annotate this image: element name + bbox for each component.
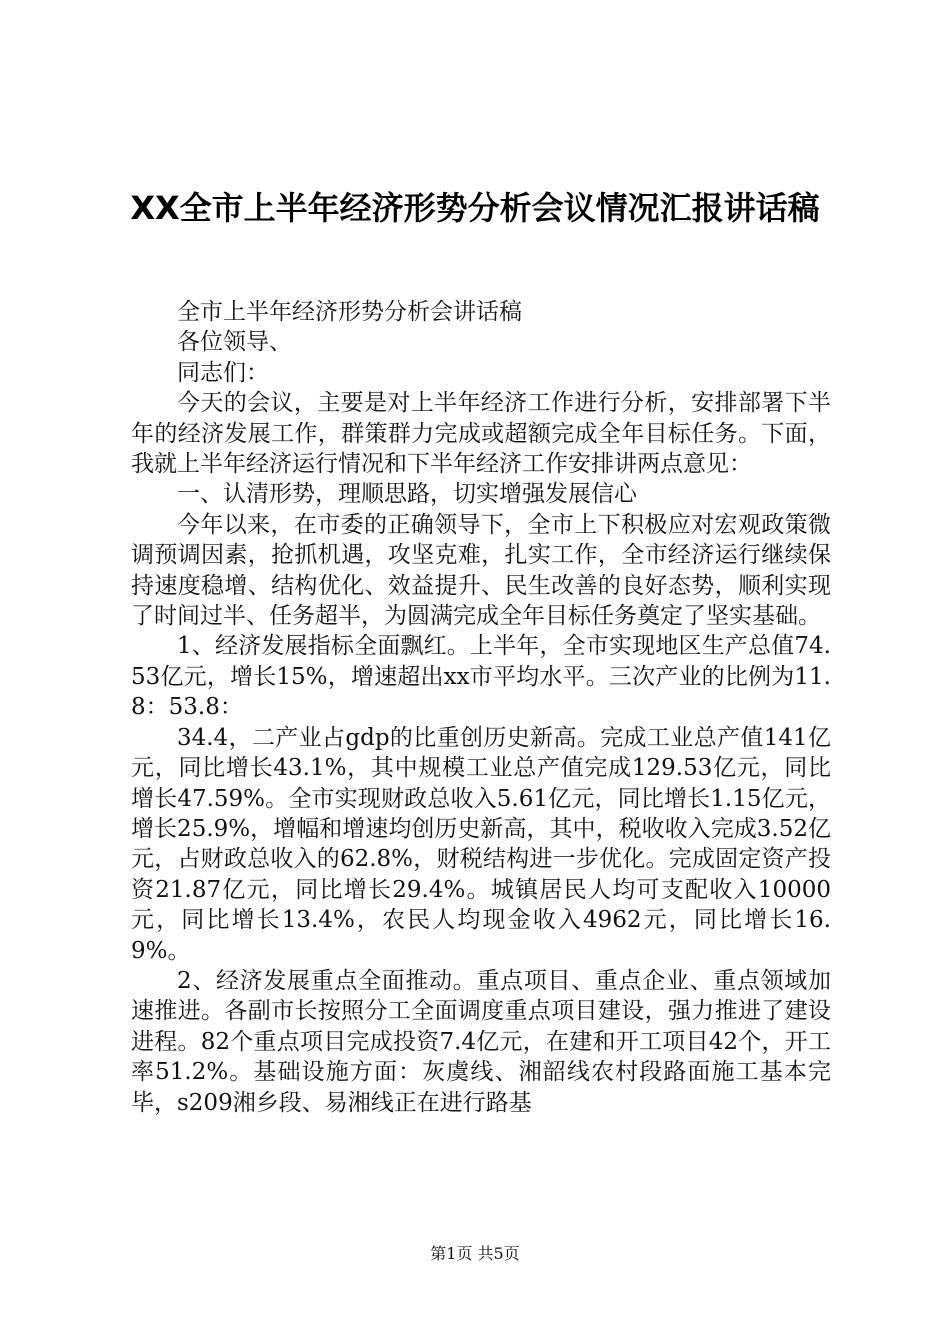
document-title: XX全市上半年经济形势分析会议情况汇报讲话稿	[130, 189, 820, 227]
point-2-paragraph: 2、经济发展重点全面推动。重点项目、重点企业、重点领域加速推进。各副市长按照分工全面调度重点项目建设，强力推进了建设进程。82个重点项目完成投资7.4亿元，在建和开工项目42个，开工率51.2%。基础设施方面：灰虞线、湘韶线农村段路面施工基本完毕，s209湘乡段、易湘线正在进行路基	[131, 967, 831, 1116]
statistics-paragraph: 34.4，二产业占gdp的比重创历史新高。完成工业总产值141亿元，同比增长43.1%，其中规模工业总产值完成129.53亿元，同比增长47.59%。全市实现财政总收入5.61亿元，同比增长1.15亿元，增长25.9%，增幅和增速均创历史新高，其中，税收收入完成3.52亿元，占财政总收入的62.8%，财税结构进一步优化。完成固定资产投资21.87亿元，同比增长29.4%。城镇居民人均可支配收入10000元，同比增长13.4%，农民人均现金收入4962元，同比增长16.9%。	[131, 724, 831, 964]
salutation-comrades: 同志们：	[177, 359, 269, 386]
section-heading-1: 一、认清形势，理顺思路，切实增强发展信心	[177, 481, 637, 508]
point-1-paragraph: 1、经济发展指标全面飘红。上半年，全市实现地区生产总值74.53亿元，增长15%，增速超出xx市平均水平。三次产业的比例为11.8：53.8：	[131, 633, 831, 721]
overview-paragraph: 今年以来，在市委的正确领导下，全市上下积极应对宏观政策微调预调因素，抢抓机遇，攻坚克难，扎实工作，全市经济运行继续保持速度稳增、结构优化、效益提升、民生改善的良好态势，顺利实现了时间过半、任务超半，为圆满完成全年目标任务奠定了坚实基础。	[131, 511, 831, 630]
speech-heading: 全市上半年经济形势分析会讲话稿	[177, 299, 522, 325]
salutation-leaders: 各位领导、	[177, 329, 292, 356]
document-body	[131, 297, 831, 1118]
intro-paragraph: 今天的会议，主要是对上半年经济工作进行分析，安排部署下半年的经济发展工作，群策群力完成或超额完成全年目标任务。下面，我就上半年经济运行情况和下半年经济工作安排讲两点意见：	[131, 390, 831, 478]
page-number: 第1页 共5页	[430, 1244, 520, 1263]
